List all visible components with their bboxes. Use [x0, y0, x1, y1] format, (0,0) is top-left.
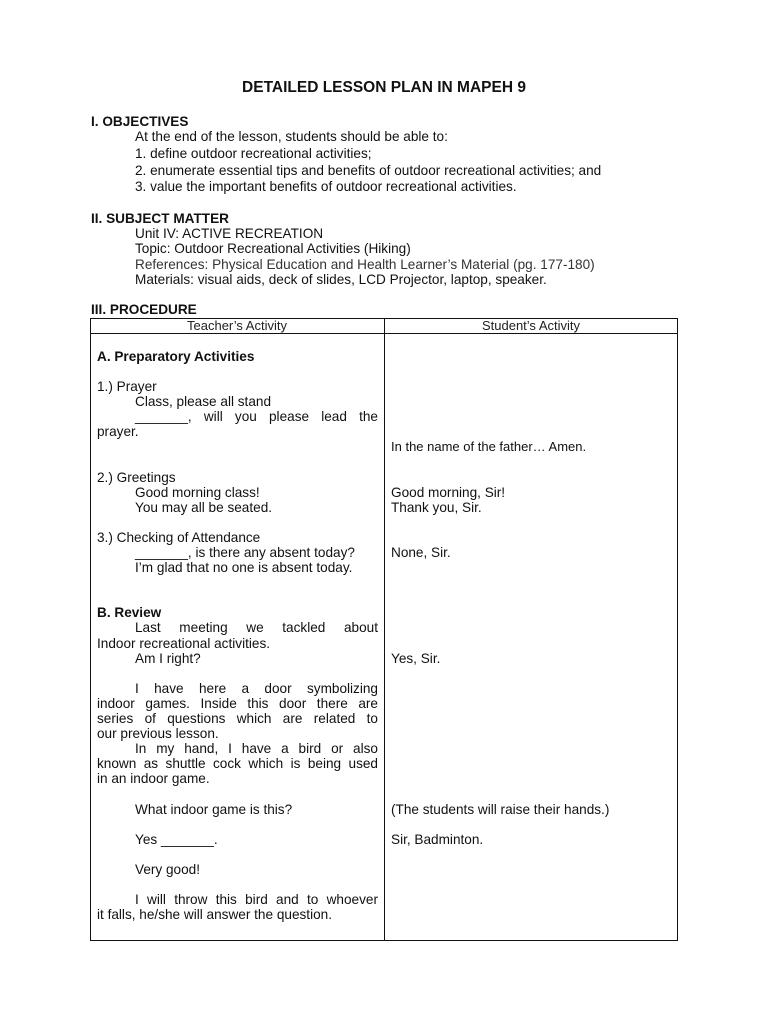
teacher-line: I will throw this bird and to whoever: [135, 892, 378, 907]
student-line: Thank you, Sir.: [391, 500, 482, 515]
teacher-line: Am I right?: [135, 651, 201, 666]
document-title: DETAILED LESSON PLAN IN MAPEH 9: [242, 79, 526, 96]
attendance-label: 3.) Checking of Attendance: [97, 530, 261, 545]
subject-unit: Unit IV: ACTIVE RECREATION: [135, 226, 324, 241]
subject-references: References: Physical Education and Health Learner’s Material (pg. 177-180): [135, 257, 595, 272]
teacher-line: our previous lesson.: [97, 726, 219, 741]
teacher-line: _______, will you please lead the: [135, 409, 378, 424]
teacher-line: In my hand, I have a bird or also: [135, 741, 378, 756]
teacher-line: Indoor recreational activities.: [97, 636, 271, 651]
objective-item-3: 3. value the important benefits of outdoor recreational activities.: [135, 179, 517, 194]
student-prayer-response: In the name of the father… Amen.: [391, 439, 587, 454]
teacher-line: Yes _______.: [135, 832, 218, 847]
teacher-line: I’m glad that no one is absent today.: [135, 560, 353, 575]
review-heading: B. Review: [97, 605, 162, 620]
prayer-label: 1.) Prayer: [97, 379, 157, 394]
objectives-intro: At the end of the lesson, students should be able to:: [135, 129, 448, 144]
procedure-heading: III. PROCEDURE: [91, 302, 197, 317]
student-line: (The students will raise their hands.): [391, 802, 610, 817]
student-column-header: Student’s Activity: [481, 318, 581, 333]
subject-topic: Topic: Outdoor Recreational Activities (Hiking): [135, 241, 411, 256]
teacher-line: in an indoor game.: [97, 771, 210, 786]
teacher-line: _______, is there any absent today?: [135, 545, 355, 560]
objective-item-1: 1. define outdoor recreational activities;: [135, 146, 372, 161]
teacher-line: You may all be seated.: [135, 500, 273, 515]
table-column-divider: [384, 318, 385, 941]
teacher-line: known as shuttle cock which is being used: [97, 756, 378, 771]
student-line: Yes, Sir.: [391, 651, 441, 666]
student-line: Sir, Badminton.: [391, 832, 484, 847]
objective-item-2: 2. enumerate essential tips and benefits of outdoor recreational activities; and: [135, 163, 602, 178]
teacher-line: Last meeting we tackled about: [135, 620, 378, 635]
teacher-line: indoor games. Inside this door there are: [97, 696, 378, 711]
teacher-column-header: Teacher’s Activity: [187, 318, 287, 333]
teacher-line: Good morning class!: [135, 485, 260, 500]
subject-materials: Materials: visual aids, deck of slides, LCD Projector, laptop, speaker.: [135, 272, 547, 287]
student-line: None, Sir.: [391, 545, 451, 560]
teacher-line: Very good!: [135, 862, 200, 877]
greetings-label: 2.) Greetings: [97, 470, 176, 485]
subject-matter-heading: II. SUBJECT MATTER: [91, 211, 229, 226]
teacher-line: prayer.: [97, 424, 139, 439]
teacher-line: I have here a door symbolizing: [135, 681, 378, 696]
teacher-line: What indoor game is this?: [135, 802, 293, 817]
student-line: Good morning, Sir!: [391, 485, 506, 500]
teacher-line: Class, please all stand: [135, 394, 272, 409]
teacher-line: it falls, he/she will answer the question.: [97, 907, 332, 922]
preparatory-activities-heading: A. Preparatory Activities: [97, 349, 255, 364]
objectives-heading: I. OBJECTIVES: [91, 114, 189, 129]
teacher-line: series of questions which are related to: [97, 711, 378, 726]
